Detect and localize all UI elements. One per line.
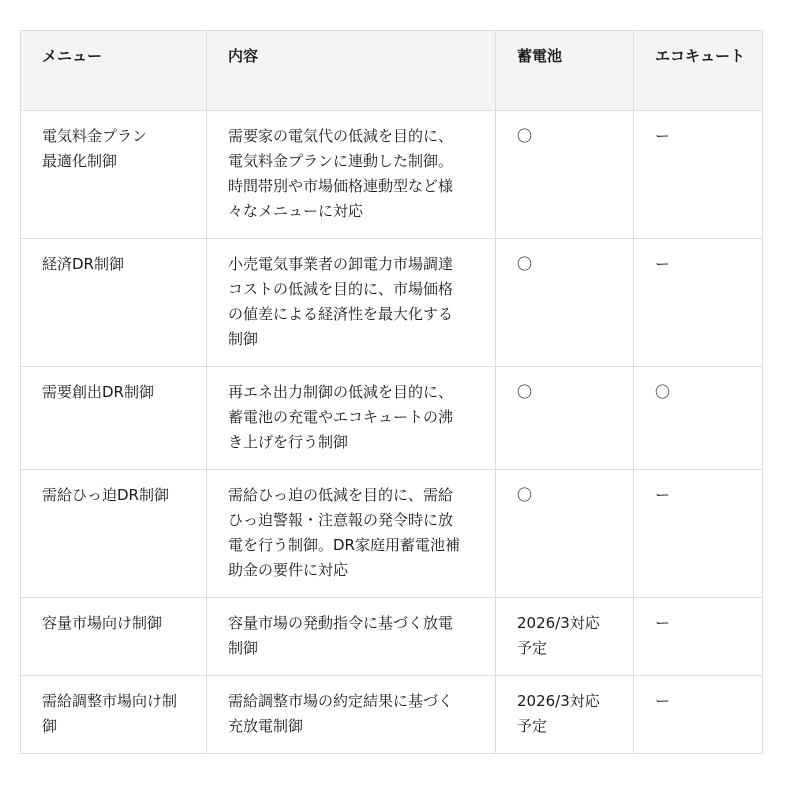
cell-ecocute-line: ー <box>655 614 671 632</box>
cell-content-line: 容量市場の発動指令に基づく放電 <box>228 614 454 632</box>
table-row <box>21 367 763 470</box>
cell-battery-line: 〇 <box>517 255 533 273</box>
cell-content <box>207 470 496 598</box>
control-menu-table <box>20 30 763 754</box>
cell-menu <box>21 470 207 598</box>
cell-menu <box>21 367 207 470</box>
cell-menu-line: 需給調整市場向け制 <box>42 692 178 710</box>
table-row <box>21 111 763 239</box>
table-row <box>21 470 763 598</box>
cell-content-line: 充放電制御 <box>228 717 304 735</box>
cell-content-line: 需要家の電気代の低減を目的に、 <box>228 127 454 145</box>
cell-content-line: コストの低減を目的に、市場価格 <box>228 280 454 298</box>
cell-ecocute-line: ー <box>655 486 671 504</box>
cell-menu-line: 需給ひっ迫DR制御 <box>42 486 169 504</box>
cell-battery-line: 〇 <box>517 383 533 401</box>
cell-content-line: 蓄電池の充電やエコキュートの沸 <box>228 408 454 426</box>
cell-ecocute <box>634 676 763 754</box>
cell-content-line: 制御 <box>228 330 259 348</box>
cell-menu <box>21 111 207 239</box>
cell-battery <box>496 676 634 754</box>
cell-menu <box>21 676 207 754</box>
cell-content-line: 需給ひっ迫の低減を目的に、需給 <box>228 486 454 504</box>
cell-ecocute <box>634 598 763 676</box>
cell-content <box>207 367 496 470</box>
table-header-row <box>21 31 763 111</box>
cell-menu-line: 経済DR制御 <box>42 255 124 273</box>
cell-ecocute-line: 〇 <box>655 383 671 401</box>
cell-battery-line: 予定 <box>517 717 548 735</box>
cell-ecocute <box>634 239 763 367</box>
header-menu: メニュー <box>21 31 207 111</box>
cell-content-line: 助金の要件に対応 <box>228 561 349 579</box>
cell-content <box>207 598 496 676</box>
cell-menu <box>21 598 207 676</box>
cell-content-line: ひっ迫警報・注意報の発令時に放 <box>228 511 454 529</box>
cell-content <box>207 111 496 239</box>
header-content: 内容 <box>207 31 496 111</box>
table-row <box>21 676 763 754</box>
cell-content-line: 時間帯別や市場価格連動型など様 <box>228 177 454 195</box>
cell-content-line: 制御 <box>228 639 259 657</box>
cell-content-line: の値差による経済性を最大化する <box>228 305 454 323</box>
cell-battery <box>496 470 634 598</box>
cell-menu <box>21 239 207 367</box>
cell-ecocute-line: ー <box>655 692 671 710</box>
header-battery: 蓄電池 <box>496 31 634 111</box>
cell-menu-line: 容量市場向け制御 <box>42 614 163 632</box>
cell-battery <box>496 367 634 470</box>
cell-battery-line: 2026/3対応 <box>517 614 600 632</box>
cell-menu-line: 御 <box>42 717 58 735</box>
cell-battery <box>496 598 634 676</box>
cell-ecocute <box>634 470 763 598</box>
cell-battery-line: 予定 <box>517 639 548 657</box>
table-row <box>21 598 763 676</box>
cell-content-line: 小売電気事業者の卸電力市場調達 <box>228 255 454 273</box>
table-row <box>21 239 763 367</box>
cell-ecocute-line: ー <box>655 127 671 145</box>
cell-content-line: 需給調整市場の約定結果に基づく <box>228 692 454 710</box>
control-menu-table-container <box>20 30 762 754</box>
header-ecocute: エコキュート <box>634 31 763 111</box>
cell-battery <box>496 111 634 239</box>
cell-content-line: 再エネ出力制御の低減を目的に、 <box>228 383 454 401</box>
cell-battery-line: 〇 <box>517 127 533 145</box>
cell-content <box>207 676 496 754</box>
cell-menu-line: 電気料金プラン <box>42 127 148 145</box>
cell-ecocute-line: ー <box>655 255 671 273</box>
cell-menu-line: 需要創出DR制御 <box>42 383 154 401</box>
cell-battery-line: 2026/3対応 <box>517 692 600 710</box>
cell-content-line: 電を行う制御。DR家庭用蓄電池補 <box>228 536 460 554</box>
cell-content <box>207 239 496 367</box>
cell-content-line: き上げを行う制御 <box>228 433 349 451</box>
cell-content-line: 電気料金プランに連動した制御。 <box>228 152 454 170</box>
cell-battery-line: 〇 <box>517 486 533 504</box>
cell-ecocute <box>634 111 763 239</box>
cell-ecocute <box>634 367 763 470</box>
cell-content-line: 々なメニューに対応 <box>228 202 364 220</box>
table-body <box>21 111 763 754</box>
cell-battery <box>496 239 634 367</box>
cell-menu-line: 最適化制御 <box>42 152 118 170</box>
